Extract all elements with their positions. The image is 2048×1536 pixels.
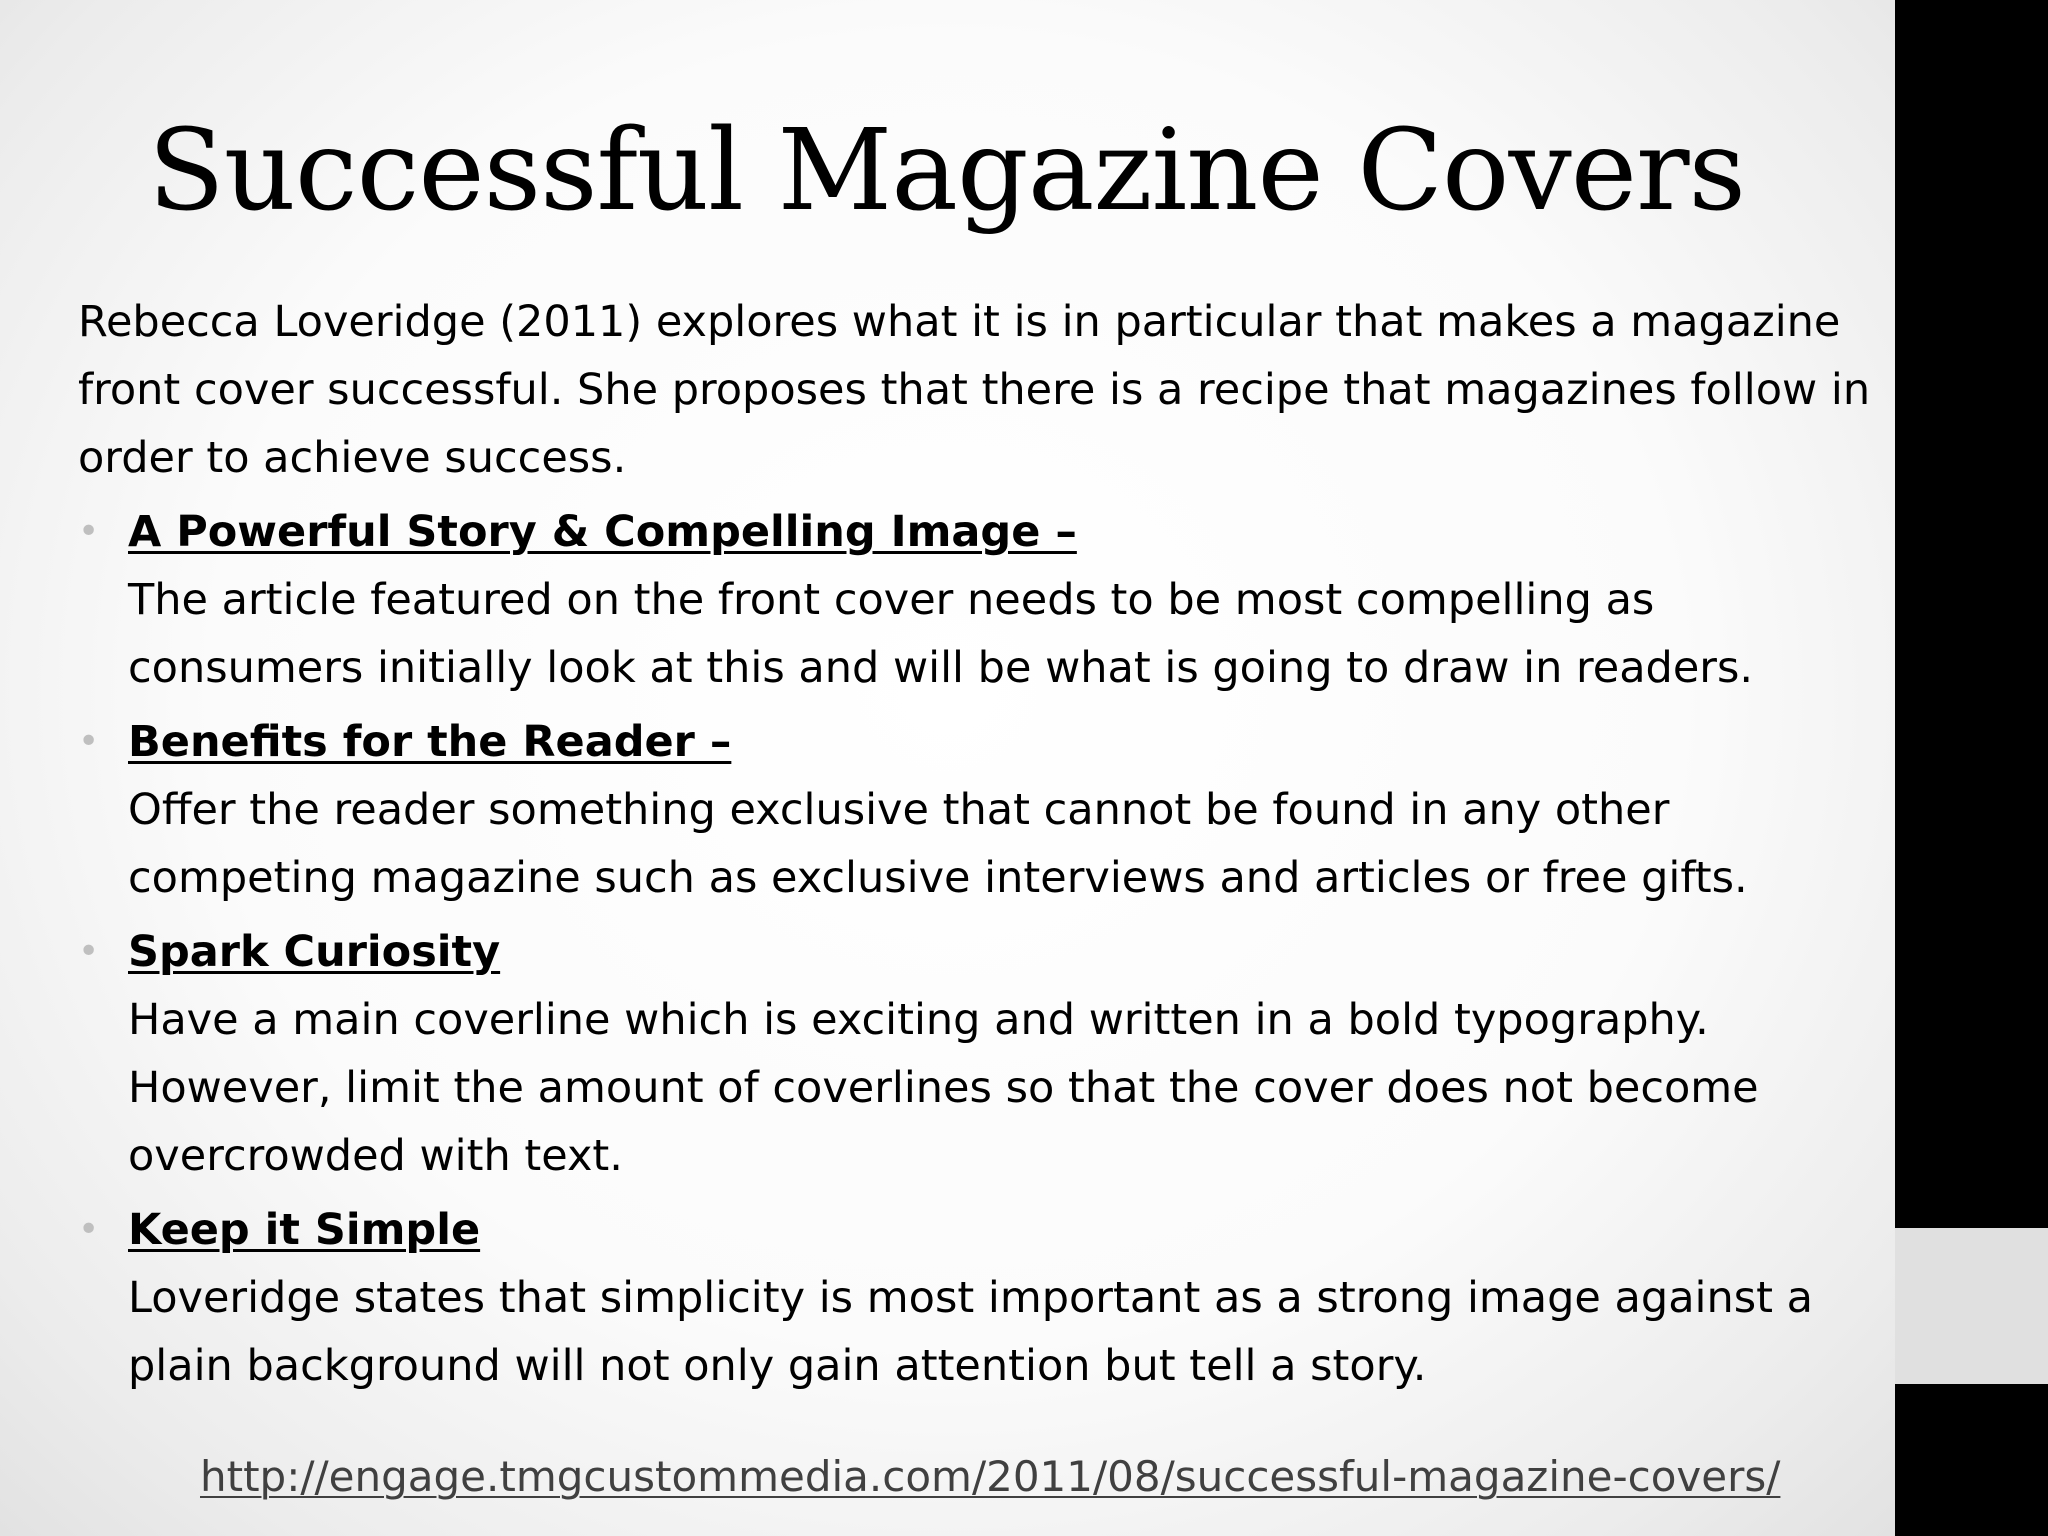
bullet-item-powerful-story — [78, 498, 1890, 702]
bullet-heading: Keep it Simple — [128, 1205, 481, 1255]
source-link[interactable]: http://engage.tmgcustommedia.com/2011/08/successful-magazine-covers/ — [200, 1452, 1781, 1501]
slide-content — [78, 288, 1890, 1406]
bullet-list — [78, 498, 1890, 1400]
bullet-text: Loveridge states that simplicity is most important as a strong image against a plain background will not only gain attention but tell a story. — [128, 1273, 1814, 1391]
bullet-text: Have a main coverline which is exciting and written in a bold typography. However, limit the amount of coverlines so that the cover does not become overcrowded with text. — [128, 995, 1759, 1181]
slide-title: Successful Magazine Covers — [148, 106, 1746, 236]
side-block — [1895, 1228, 2048, 1384]
intro-paragraph: Rebecca Loveridge (2011) explores what it is in particular that makes a magazine front cover successful. She proposes that there is a recipe that magazines follow in order to achieve success. — [78, 297, 1871, 483]
bullet-heading: Spark Curiosity — [128, 927, 501, 977]
bullet-dot-icon: • — [78, 931, 100, 972]
bullet-item-benefits — [78, 708, 1890, 912]
bullet-dot-icon: • — [78, 511, 100, 552]
bullet-text: Offer the reader something exclusive that cannot be found in any other competing magazine such as exclusive interviews and articles or free gifts. — [128, 785, 1748, 903]
bullet-text: The article featured on the front cover needs to be most compelling as consumers initially look at this and will be what is going to draw in readers. — [128, 575, 1754, 693]
bullet-item-spark-curiosity — [78, 918, 1890, 1190]
bullet-dot-icon: • — [78, 1209, 100, 1250]
bullet-item-keep-simple — [78, 1196, 1890, 1400]
bullet-heading: Benefits for the Reader – — [128, 717, 732, 767]
bullet-dot-icon: • — [78, 721, 100, 762]
bullet-heading: A Powerful Story & Compelling Image – — [128, 507, 1077, 557]
